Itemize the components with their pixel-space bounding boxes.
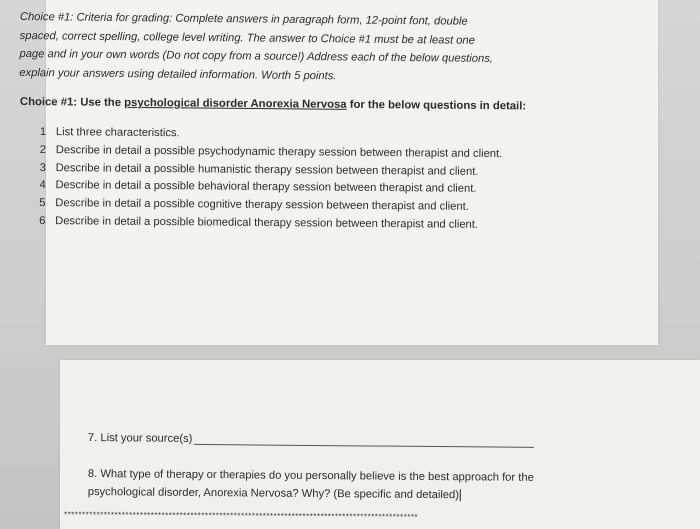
sources-label: 7. List your source(s) bbox=[87, 432, 193, 445]
question-number: 5 bbox=[39, 197, 46, 210]
best-approach-question bbox=[88, 466, 588, 506]
criteria-line-3: page and in your own words (Do not copy from a source!) Address each of the below questions, bbox=[19, 47, 494, 65]
criteria-line-1: Choice #1: Criteria for grading: Complete answers in paragraph form, 12-point font, double bbox=[19, 10, 468, 28]
question-text: Describe in detail a possible psychodynamic therapy session between therapist and client. bbox=[55, 143, 503, 160]
question-number: 1 bbox=[39, 125, 47, 139]
heading-topic: psychological disorder Anorexia Nervosa bbox=[124, 96, 347, 111]
question-number: 6 bbox=[39, 214, 46, 228]
question-text: Describe in detail a possible cognitive therapy session between therapist and client. bbox=[55, 197, 469, 213]
question-number: 3 bbox=[39, 161, 46, 174]
question-list bbox=[39, 124, 540, 235]
question-text: Describe in detail a possible behavioral therapy session between therapist and client. bbox=[55, 179, 477, 196]
grading-criteria bbox=[19, 8, 540, 87]
criteria-line-4: explain your answers using detailed information. Worth 5 points. bbox=[19, 66, 337, 82]
question-number: 4 bbox=[39, 179, 46, 192]
q8-line-2: psychological disorder, Anorexia Nervosa? Why? (Be specific and detailed) bbox=[87, 485, 460, 502]
heading-prefix: Choice #1: Use the bbox=[19, 96, 125, 109]
asterisk-divider: ************************************************************************************************** bbox=[63, 510, 419, 522]
question-text: List three characteristics. bbox=[55, 126, 180, 140]
text-cursor bbox=[460, 489, 461, 501]
heading-suffix: for the below questions in detail: bbox=[346, 98, 527, 113]
q8-line-1: 8. What type of therapy or therapies do you personally believe is the best approach for the bbox=[87, 467, 534, 484]
question-text: Describe in detail a possible biomedical therapy session between therapist and client. bbox=[55, 215, 479, 231]
question-number: 2 bbox=[39, 143, 47, 156]
criteria-line-2: spaced, correct spelling, college level writing. The answer to Choice #1 must be at least one bbox=[19, 29, 475, 47]
question-text: Describe in detail a possible humanistic therapy session between therapist and client. bbox=[55, 161, 479, 178]
